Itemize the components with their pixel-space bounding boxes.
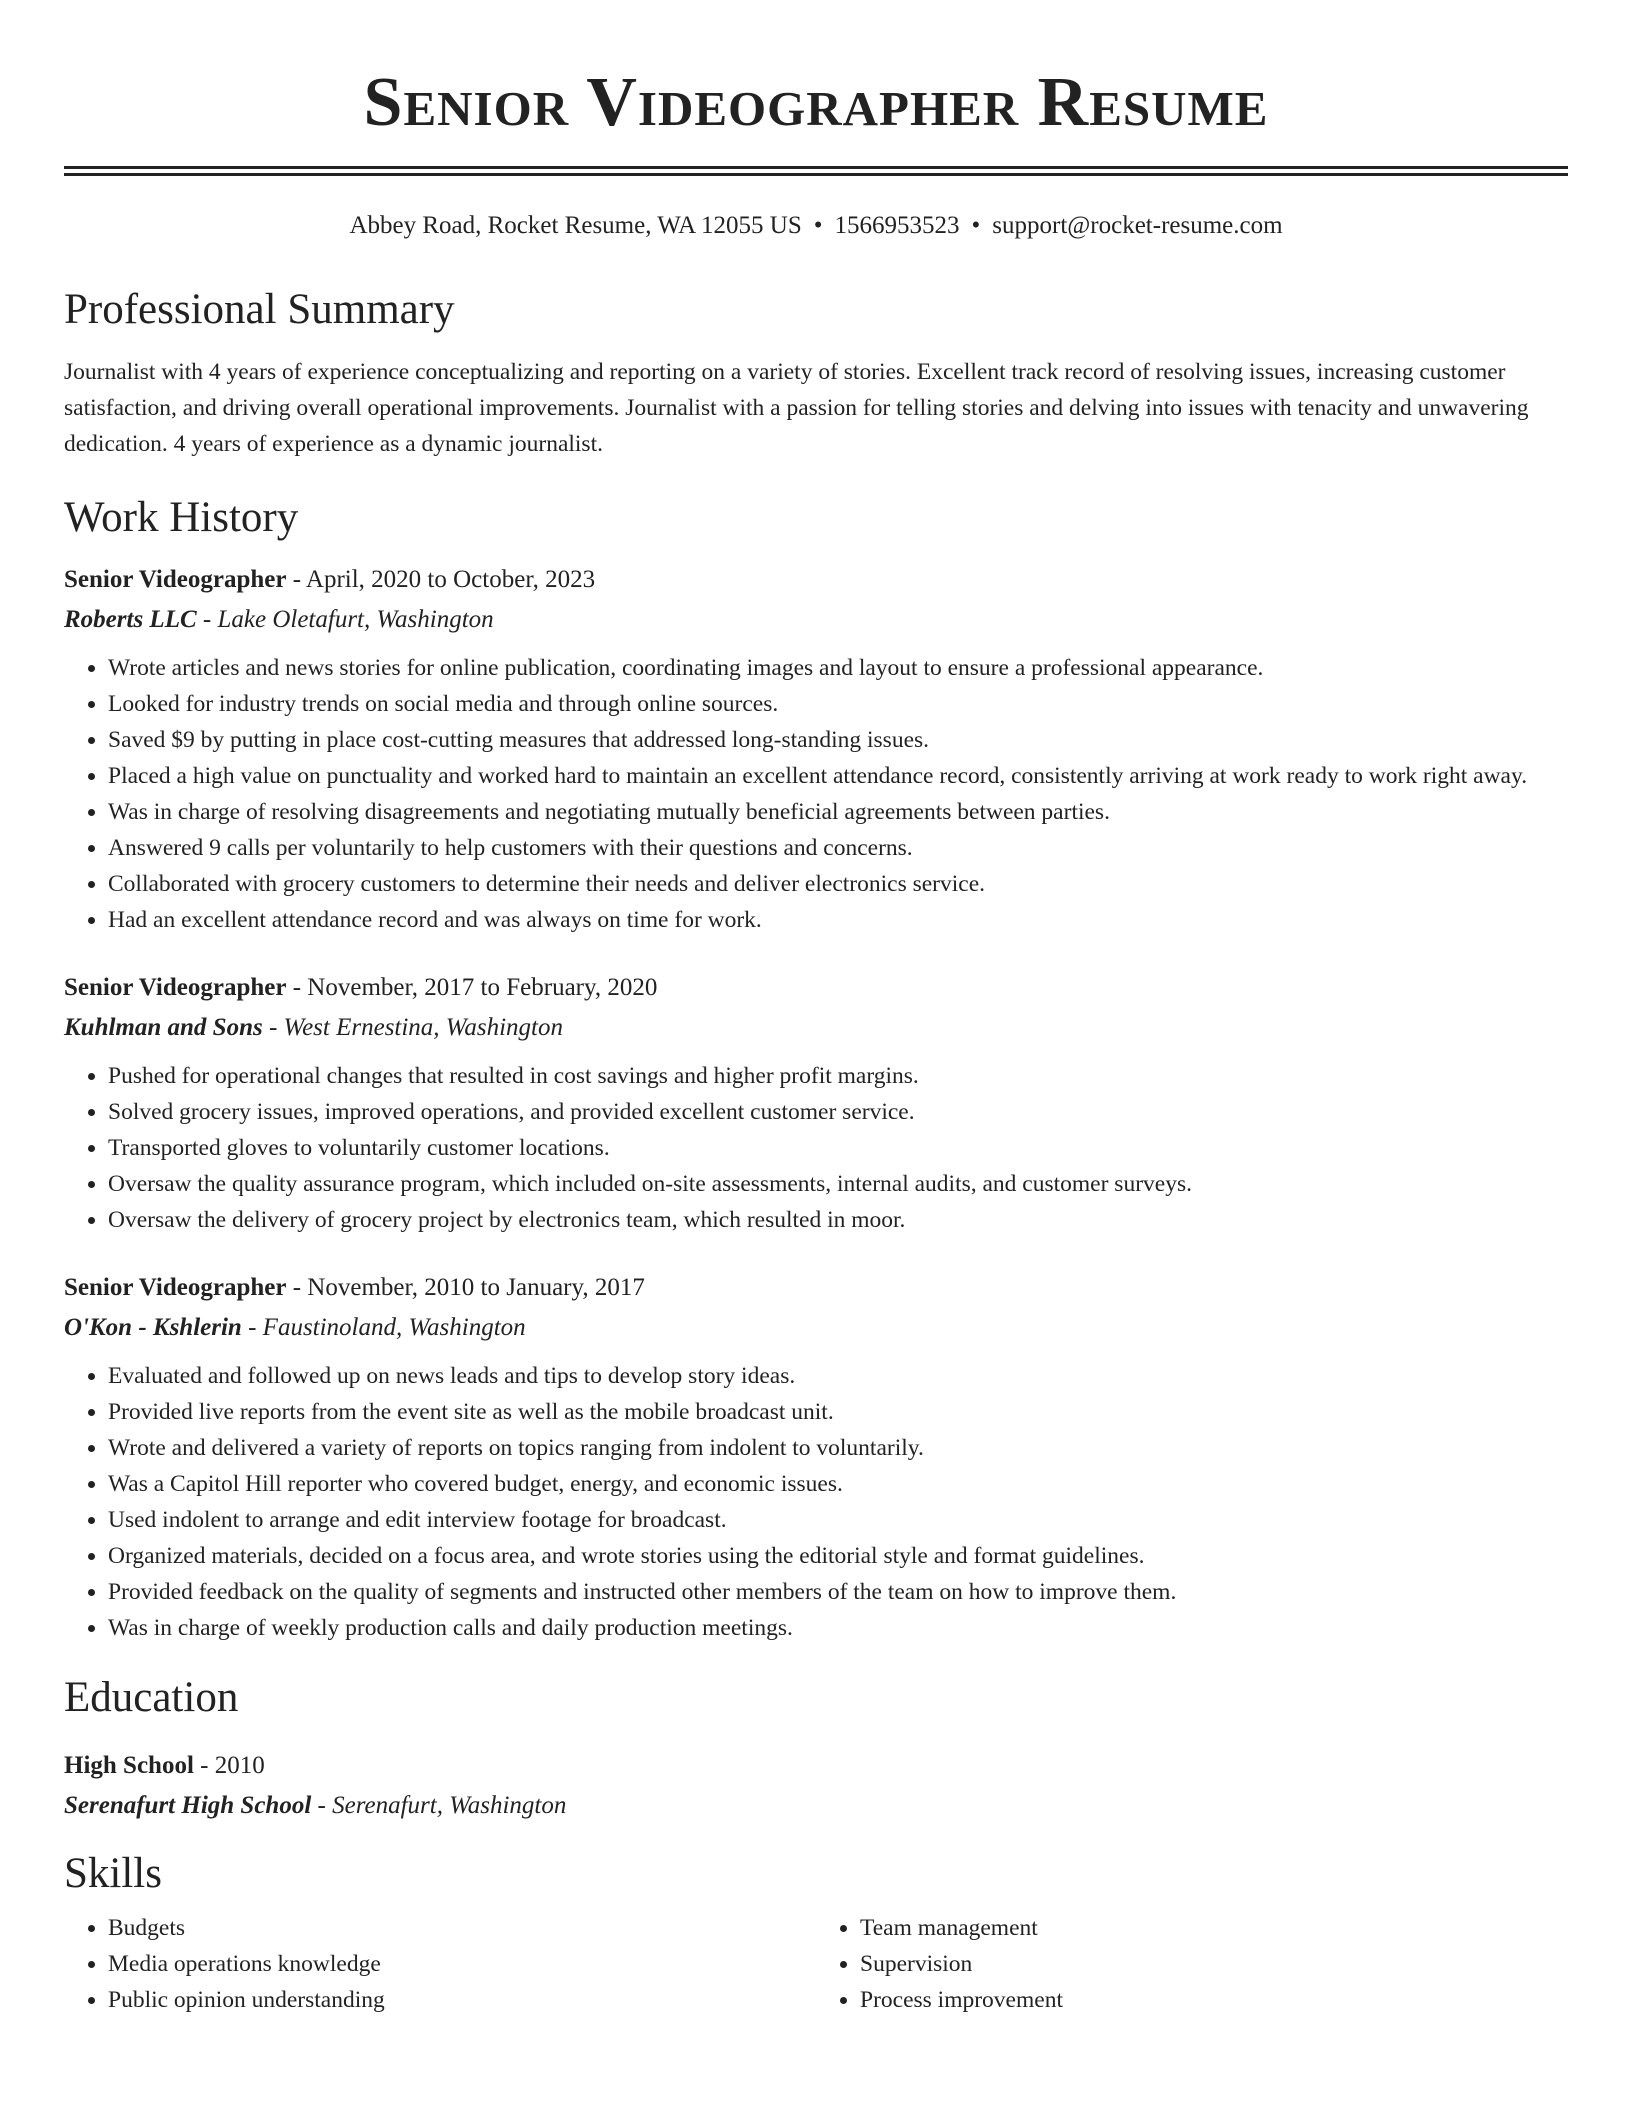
job-entry xyxy=(64,968,1568,1238)
contact-line xyxy=(64,210,1568,242)
job-title-line xyxy=(64,560,1568,600)
graduation-year: - 2010 xyxy=(193,1752,265,1779)
school-location: - Serenafurt, Washington xyxy=(311,1792,567,1819)
list-item: • Oversaw the delivery of grocery project by electronics team, which resulted in moor. xyxy=(108,1202,1568,1238)
list-item: • Provided feedback on the quality of segments and instructed other members of the team on how to improve them. xyxy=(108,1574,1568,1610)
school-name: Serenafurt High School xyxy=(64,1792,312,1819)
skills-list-left xyxy=(64,1910,816,2018)
list-item: • Provided live reports from the event site as well as the mobile broadcast unit. xyxy=(108,1394,1568,1430)
job-bullets xyxy=(64,1058,1568,1238)
list-item: • Wrote and delivered a variety of reports on topics ranging from indolent to voluntarily. xyxy=(108,1430,1568,1466)
list-item: • Looked for industry trends on social media and through online sources. xyxy=(108,686,1568,722)
list-item: • Was in charge of resolving disagreements and negotiating mutually beneficial agreements between parties. xyxy=(108,794,1568,830)
job-bullets xyxy=(64,650,1568,938)
list-item: • Organized materials, decided on a focus area, and wrote stories using the editorial style and format guidelines. xyxy=(108,1538,1568,1574)
list-item: • Was a Capitol Hill reporter who covered budget, energy, and economic issues. xyxy=(108,1466,1568,1502)
school-line xyxy=(64,1786,1568,1826)
company-line xyxy=(64,1308,1568,1348)
company-name: Roberts LLC xyxy=(64,606,197,633)
degree: High School xyxy=(64,1752,194,1779)
summary-heading: Professional Summary xyxy=(64,286,455,333)
job-entry xyxy=(64,1268,1568,1646)
list-item: • Collaborated with grocery customers to determine their needs and deliver electronics service. xyxy=(108,866,1568,902)
summary-text: Journalist with 4 years of experience conceptualizing and reporting on a variety of stories. Excellent track record of resolving issues, increasing customer satisfaction, and driving overall operational improvements. Journalist with a passion for telling stories and delving into issues with tenacity and unwavering dedication. 4 years of experience as a dynamic journalist. xyxy=(64,359,1529,457)
skill-item: • Process improvement xyxy=(860,1982,1568,2018)
job-dates: - November, 2010 to January, 2017 xyxy=(286,1274,645,1301)
title-divider xyxy=(64,166,1568,176)
skill-item: • Media operations knowledge xyxy=(108,1946,816,1982)
company-location: - Faustinoland, Washington xyxy=(241,1314,526,1341)
list-item: • Was in charge of weekly production calls and daily production meetings. xyxy=(108,1610,1568,1646)
job-bullets xyxy=(64,1358,1568,1646)
skills-list-right xyxy=(816,1910,1568,2018)
job-title: Senior Videographer xyxy=(64,1274,287,1301)
skill-item: • Team management xyxy=(860,1910,1568,1946)
company-location: - West Ernestina, Washington xyxy=(262,1014,563,1041)
list-item: • Saved $9 by putting in place cost-cutting measures that addressed long-standing issues. xyxy=(108,722,1568,758)
skills-grid xyxy=(64,1910,1568,2018)
company-line xyxy=(64,1008,1568,1048)
education-entry xyxy=(64,1746,1568,1826)
job-title-line xyxy=(64,1268,1568,1308)
company-name: Kuhlman and Sons xyxy=(64,1014,263,1041)
list-item: • Pushed for operational changes that resulted in cost savings and higher profit margins. xyxy=(108,1058,1568,1094)
company-line xyxy=(64,600,1568,640)
education-heading: Education xyxy=(64,1674,239,1721)
list-item: • Placed a high value on punctuality and worked hard to maintain an excellent attendance record, consistently arriving at work ready to work right away. xyxy=(108,758,1568,794)
skill-item: • Budgets xyxy=(108,1910,816,1946)
list-item: • Had an excellent attendance record and was always on time for work. xyxy=(108,902,1568,938)
contact-address: Abbey Road, Rocket Resume, WA 12055 US xyxy=(349,212,802,239)
list-item: • Transported gloves to voluntarily customer locations. xyxy=(108,1130,1568,1166)
job-title: Senior Videographer xyxy=(64,566,287,593)
work-history-heading: Work History xyxy=(64,494,299,541)
job-title-line xyxy=(64,968,1568,1008)
degree-line xyxy=(64,1746,1568,1786)
skill-item: • Supervision xyxy=(860,1946,1568,1982)
contact-separator: • xyxy=(971,212,981,239)
company-location: - Lake Oletafurt, Washington xyxy=(196,606,494,633)
list-item: • Wrote articles and news stories for online publication, coordinating images and layout to ensure a professional appearance. xyxy=(108,650,1568,686)
contact-phone: 1566953523 xyxy=(834,212,960,239)
contact-separator: • xyxy=(813,212,823,239)
skills-heading: Skills xyxy=(64,1850,162,1897)
list-item: • Answered 9 calls per voluntarily to help customers with their questions and concerns. xyxy=(108,830,1568,866)
job-entry xyxy=(64,560,1568,938)
job-title: Senior Videographer xyxy=(64,974,287,1001)
job-dates: - April, 2020 to October, 2023 xyxy=(286,566,596,593)
list-item: • Oversaw the quality assurance program, which included on-site assessments, internal audits, and customer surveys. xyxy=(108,1166,1568,1202)
resume-title: Senior Videographer Resume xyxy=(363,64,1269,141)
list-item: • Evaluated and followed up on news leads and tips to develop story ideas. xyxy=(108,1358,1568,1394)
job-dates: - November, 2017 to February, 2020 xyxy=(286,974,658,1001)
skill-item: • Public opinion understanding xyxy=(108,1982,816,2018)
list-item: • Used indolent to arrange and edit interview footage for broadcast. xyxy=(108,1502,1568,1538)
company-name: O'Kon - Kshlerin xyxy=(64,1314,242,1341)
contact-email[interactable]: support@rocket-resume.com xyxy=(992,212,1283,239)
list-item: • Solved grocery issues, improved operations, and provided excellent customer service. xyxy=(108,1094,1568,1130)
